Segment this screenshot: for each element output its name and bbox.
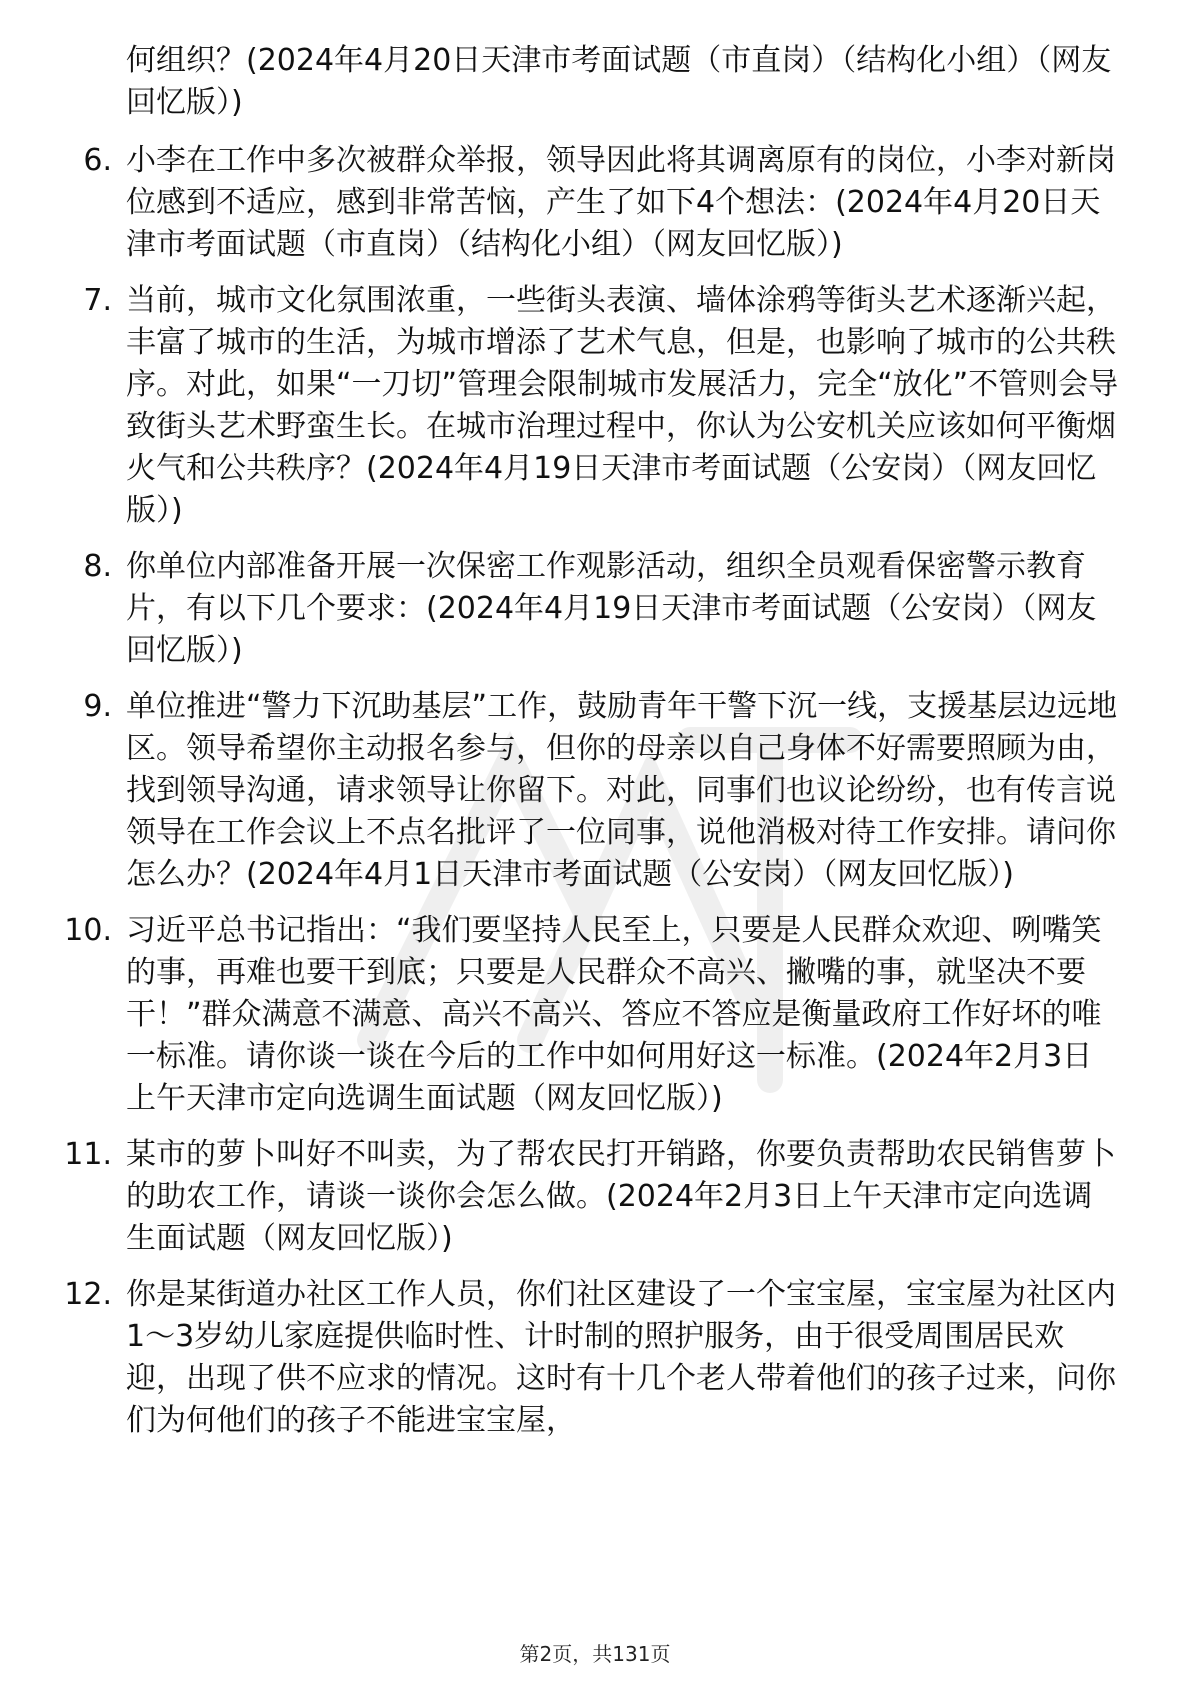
question-item: [0, 546, 1190, 672]
question-text: 你单位内部准备开展一次保密工作观影活动，组织全员观看保密警示教育片，有以下几个要求：(2024年4月19日天津市考面试题（公安岗）（网友回忆版）): [126, 549, 1097, 668]
question-item: [0, 910, 1190, 1120]
question-text: 某市的萝卜叫好不叫卖，为了帮农民打开销路，你要负责帮助农民销售萝卜的助农工作，请谈一谈你会怎么做。(2024年2月3日上午天津市定向选调生面试题（网友回忆版）): [126, 1137, 1116, 1256]
question-text: 你是某街道办社区工作人员，你们社区建设了一个宝宝屋，宝宝屋为社区内1～3岁幼儿家庭提供临时性、计时制的照护服务，由于很受周围居民欢迎，出现了供不应求的情况。这时有十几个老人带着他们的孩子过来，问你们为何他们的孩子不能进宝宝屋，: [126, 1277, 1116, 1438]
question-number: 8.: [83, 549, 112, 584]
document-body: [0, 40, 1190, 1456]
question-item: [0, 686, 1190, 896]
question-text: 习近平总书记指出：“我们要坚持人民至上，只要是人民群众欢迎、咧嘴笑的事，再难也要干到底；只要是人民群众不高兴、撇嘴的事，就坚决不要干！”群众满意不满意、高兴不高兴、答应不答应是衡量政府工作好坏的唯一标准。请你谈一谈在今后的工作中如何用好这一标准。(2024年2月3日上午天津市定向选调生面试题（网友回忆版）): [126, 913, 1102, 1116]
continued-question-text: 何组织？(2024年4月20日天津市考面试题（市直岗）（结构化小组）（网友回忆版）): [126, 43, 1112, 120]
question-text: 单位推进“警力下沉助基层”工作，鼓励青年干警下沉一线，支援基层边远地区。领导希望你主动报名参与，但你的母亲以自己身体不好需要照顾为由，找到领导沟通，请求领导让你留下。对此，同事们也议论纷纷，也有传言说领导在工作会议上不点名批评了一位同事，说他消极对待工作安排。请问你怎么办？(2024年4月1日天津市考面试题（公安岗）（网友回忆版）): [126, 689, 1118, 892]
question-number: 6.: [83, 143, 112, 178]
question-item: [0, 1274, 1190, 1442]
question-item: [0, 1134, 1190, 1260]
question-number: 12.: [64, 1277, 112, 1312]
page-footer: 第2页，共131页: [519, 1642, 671, 1666]
question-number: 10.: [64, 913, 112, 948]
question-number: 7.: [83, 283, 112, 318]
question-text: 小李在工作中多次被群众举报，领导因此将其调离原有的岗位，小李对新岗位感到不适应，感到非常苦恼，产生了如下4个想法：(2024年4月20日天津市考面试题（市直岗）（结构化小组）（网友回忆版）): [126, 143, 1116, 262]
question-text: 当前，城市文化氛围浓重，一些街头表演、墙体涂鸦等街头艺术逐渐兴起，丰富了城市的生活，为城市增添了艺术气息，但是，也影响了城市的公共秩序。对此，如果“一刀切”管理会限制城市发展活力，完全“放化”不管则会导致街头艺术野蛮生长。在城市治理过程中，你认为公安机关应该如何平衡烟火气和公共秩序？(2024年4月19日天津市考面试题（公安岗）（网友回忆版）): [126, 283, 1119, 528]
question-item: [0, 280, 1190, 532]
question-number: 11.: [64, 1137, 112, 1172]
question-item: [0, 140, 1190, 266]
question-number: 9.: [83, 689, 112, 724]
